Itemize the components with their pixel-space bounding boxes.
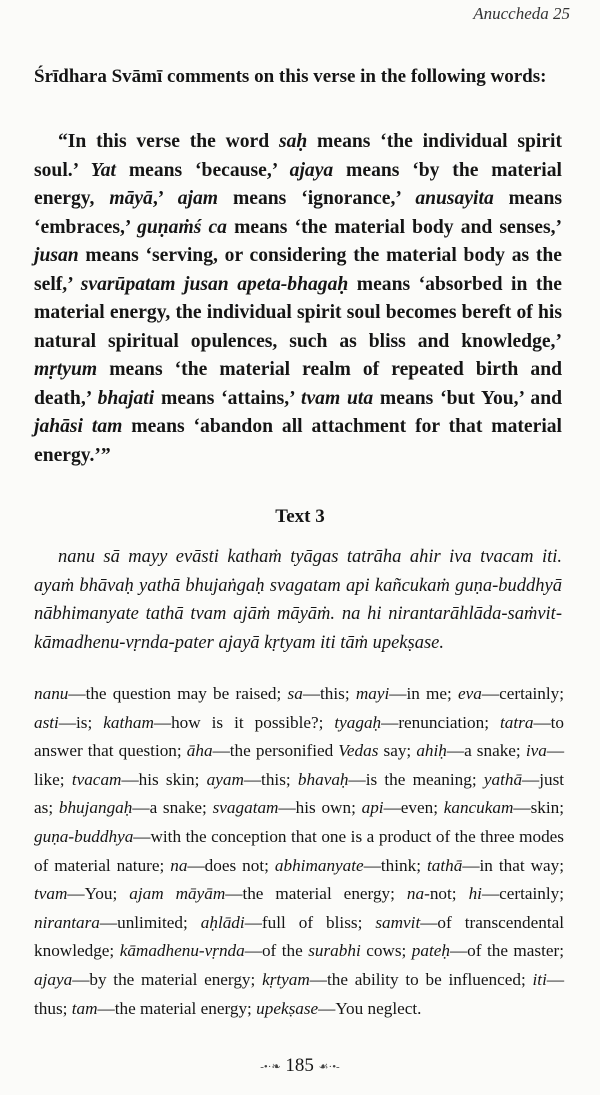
gloss-meaning: in that way; [479,855,565,875]
gloss-meaning: is; [76,712,93,732]
gloss-term: tvam [34,884,68,904]
gloss-term: kāmadhenu-vṛnda [119,941,245,961]
sanskrit-term: Yat [90,159,116,181]
gloss-term: asti [34,712,59,732]
quote-text: means ‘because,’ [116,159,290,181]
gloss-meaning: of the surabhi cows; [261,941,407,961]
quote-text: means ‘serving, or considering the material body as the self,’ [34,245,562,295]
page-number: 185 [285,1055,314,1076]
gloss-term: ahiḥ [416,741,447,761]
gloss-meaning: does not; [204,855,269,875]
running-head: Anuccheda 25 [473,4,570,23]
gloss-term: upekṣase [256,998,319,1018]
quote-text: ,’ [152,188,178,209]
quote-text: means ‘absorbed in the material energy, the individual spirit soul becomes bereft of his natural spiritual opulences, such as bliss and knowledge,’ [34,273,562,352]
gloss-meaning: certainly; [499,684,564,703]
sanskrit-term: anusayita [415,188,494,209]
sanskrit-term: ajaya [289,159,334,181]
gloss-term: na [406,884,425,904]
gloss-term: mayi [355,684,390,703]
sanskrit-term: tvam uta [301,387,374,409]
gloss-term: tvacam [71,769,122,789]
gloss-meaning: to answer that question; [34,712,564,761]
quote-text: means ‘abandon all attachment for that material energy.’” [34,416,562,466]
sanskrit-term: svarūpatam jusan apeta-bhagaḥ [80,273,349,295]
gloss-meaning: You neglect. [335,998,422,1018]
gloss-meaning: the question may be raised; [85,684,282,703]
gloss-term: ajam māyām [129,884,226,904]
gloss-term: pateḥ [411,941,450,961]
gloss-meaning: in me; [406,684,452,703]
gloss-term: hi [468,884,482,904]
gloss-meaning: not; [429,884,457,904]
ornament-left-icon: -•·❧ [260,1061,281,1074]
gloss-meaning: a snake; [464,741,521,761]
gloss-term: nirantara [34,912,100,932]
gloss-term: abhimanyate [274,855,364,875]
gloss-meaning: unlimited; [117,912,188,932]
gloss-meaning: the ability to be influenced; [326,969,526,989]
gloss-meaning: skin; [530,798,565,818]
gloss-term: nanu [34,684,69,703]
sanskrit-term: saḥ [278,131,308,152]
gloss-meaning: think; [380,855,421,875]
gloss-term: bhavaḥ [297,769,349,789]
gloss-meaning: the personified Vedas say; [229,741,412,761]
gloss-term: ajaya [34,969,73,989]
gloss-term: katham [103,712,154,732]
gloss-term: tam [71,998,98,1018]
gloss-meaning: like; [34,769,65,789]
gloss-term: ayam [206,769,244,789]
gloss-meaning: a snake; [149,798,207,818]
gloss-meaning: his skin; [138,769,200,789]
gloss-term: yathā [483,769,523,789]
gloss-meaning: his own; [295,798,356,818]
gloss-meaning: renunciation; [398,712,490,732]
gloss-term: bhujangaḥ [58,798,133,818]
gloss-meaning: even; [400,798,438,818]
quote-text: means ‘attains,’ [154,387,302,409]
gloss-term: guṇa-buddhya [34,826,134,846]
gloss-term: kṛtyam [262,969,310,989]
gloss-meaning: this; [320,684,350,703]
sanskrit-term: guṇaṁś ca [137,216,227,238]
quote-text: means ‘embraces,’ [34,188,563,238]
sanskrit-term: māyā [109,188,153,209]
commentary-quote [34,128,562,470]
gloss-term: iti [532,969,547,989]
sanskrit-term: jusan [34,245,79,266]
gloss-meaning: full of bliss; [261,912,363,932]
gloss-meaning: You; [84,884,118,904]
gloss-term: eva [458,684,482,703]
quote-text: “In this verse the word [58,131,279,152]
gloss-meaning: with the conception that one is a product of the three modes of material nature; [34,826,564,875]
page-footer [0,1055,600,1077]
intro-paragraph: Śrīdhara Svāmī comments on this verse in the following words: [34,66,547,87]
sanskrit-term: ajam [177,188,219,209]
gloss-meaning: of the master; [467,941,565,961]
gloss-term: svagatam [212,798,279,818]
gloss-term: na [170,855,188,875]
gloss-term: iva [525,741,547,761]
quote-text: means ‘the material realm of repeated birth and death,’ [34,359,562,409]
gloss-meaning: just as; [34,769,565,818]
quote-text: means ‘by the material energy, [34,159,562,209]
quote-text: means ‘ignorance,’ [218,188,416,209]
gloss-meaning: thus; [34,998,68,1018]
gloss-meaning: how is it possible?; [171,712,324,732]
sanskrit-verse: nanu sā mayy evāsti kathaṁ tyāgas tatrāha ahir iva tvacam iti. ayaṁ bhāvaḥ yathā bhujaṅgaḥ svagatam api kañcukaṁ guṇa-buddhyā nābhimanyate tathā tvam ajāṁ māyāṁ. na hi nirantarāhlāda-saṁvit-kāmadhenu-vṛnda-pater ajayā kṛtyam iti tāṁ upekṣase. [34,547,562,653]
gloss-meaning: this; [261,769,291,789]
sanskrit-term: bhajati [97,387,155,409]
gloss-meaning: certainly; [499,884,565,904]
section-title: Text 3 [275,506,325,527]
sanskrit-term: mṛtyum [34,359,98,380]
gloss-term: tyagaḥ [334,712,382,732]
gloss-meaning: the material energy; [114,998,252,1018]
gloss-meaning: of transcendental knowledge; [34,912,564,961]
gloss-term: tathā [426,855,463,875]
word-for-word-gloss: nanu—the question may be raised; sa—this; mayi—in me; eva—certainly; asti—is; katham—how is it possible?; tyagaḥ—renunciation; tatra—to answer that question; āha—the personified Vedas say; ahiḥ—a snake; iva—like; tvacam—his skin; ayam—this; bhavaḥ—is the meaning; yathā—just as; bhujangaḥ—a snake; svagatam—his own; api—even; kancukam—skin; guṇa-buddhya—with the conception that one is a product of the three modes of material nature; na—does not; abhimanyate—think; tathā—in that way; tvam—You; ajam māyām—the material energy; na-not; hi—certainly; nirantara—unlimited; aḥlādi—full of bliss; samvit—of transcendental knowledge; kāmadhenu-vṛnda—of the surabhi cows; pateḥ—of the master; ajaya—by the material energy; kṛtyam—the ability to be influenced; iti—thus; tam—the material energy; upekṣase—You neglect. [34,684,565,1018]
quote-text: means ‘the material body and senses,’ [226,216,562,238]
gloss-term: kancukam [443,798,514,818]
ornament-right-icon: ☙·•- [318,1061,340,1074]
sanskrit-term: jahāsi tam [34,416,123,437]
gloss-meaning: is the meaning; [365,769,477,789]
gloss-term: api [361,798,384,818]
gloss-term: sa [287,684,303,703]
gloss-term: samvit [375,912,421,932]
gloss-term: āha [186,741,213,761]
gloss-term: tatra [500,712,534,732]
gloss-meaning: by the material energy; [89,969,256,989]
gloss-meaning: the material energy; [242,884,395,904]
quote-text: means ‘the individual spirit soul.’ [34,131,562,181]
gloss-term: aḥlādi [200,912,245,932]
quote-text: means ‘but You,’ and [373,387,562,409]
